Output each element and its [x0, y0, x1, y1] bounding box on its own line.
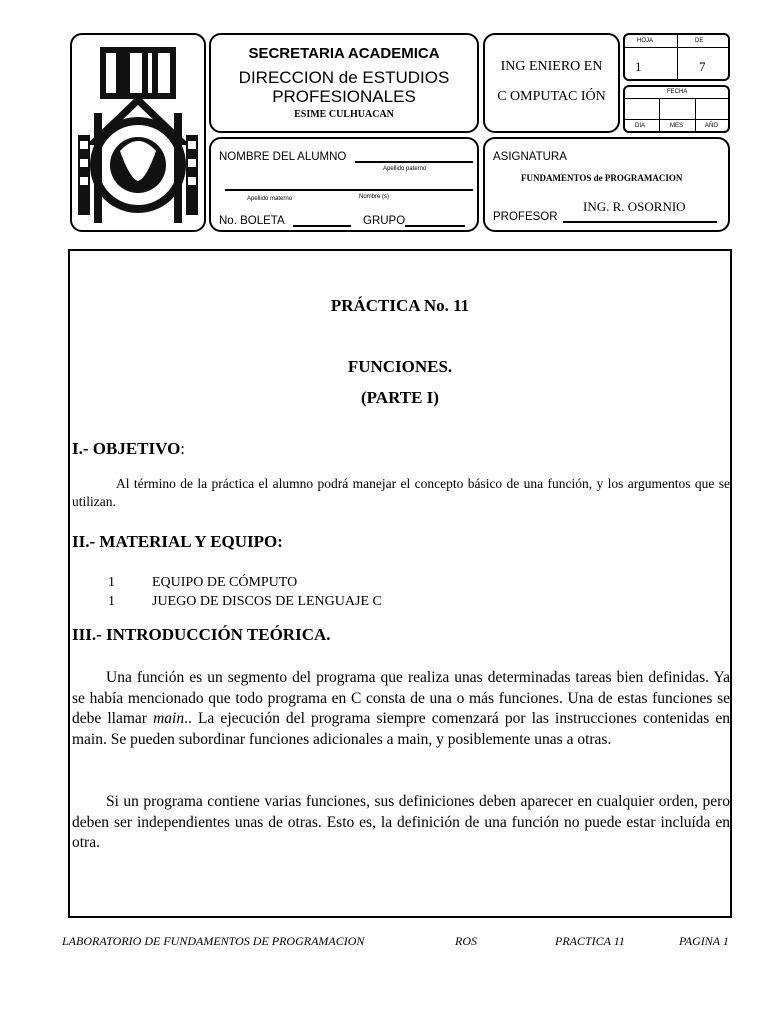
dia-label: DIA — [635, 123, 646, 129]
fecha-label: FECHA — [667, 89, 688, 95]
objective-heading-text: I.- OBJETIVO — [72, 439, 181, 458]
material-heading: II.- MATERIAL Y EQUIPO: — [72, 532, 283, 551]
material-item — [108, 573, 382, 592]
grupo-label: GRUPO — [363, 215, 406, 227]
de-value: 7 — [699, 59, 706, 74]
footer-lab: LABORATORIO DE FUNDAMENTOS DE PROGRAMACION — [62, 934, 365, 948]
profesionales-title: PROFESIONALES — [272, 87, 416, 106]
objective-heading-colon: : — [180, 439, 186, 458]
profesor-value: ING. R. OSORNIO — [583, 199, 686, 214]
practice-content — [68, 249, 732, 918]
footer-practica: PRACTICA 11 — [555, 934, 625, 948]
intro-p1-main: main — [153, 710, 185, 727]
material-name: EQUIPO DE CÓMPUTO — [152, 575, 298, 590]
material-qty: 1 — [108, 594, 115, 609]
asignatura-value: FUNDAMENTOS de PROGRAMACION — [521, 173, 683, 183]
career-line2: C OMPUTAC IÓN — [497, 89, 606, 104]
nombres-label: Nombre (s) — [359, 194, 390, 200]
material-name: JUEGO DE DISCOS DE LENGUAJE C — [152, 594, 382, 609]
intro-p1-end: .. La ejecución del programa siempre comenzará por las instrucciones contenidas en main. Se pueden subordinar funciones adicionales a main, y posiblemente unas a otras. — [72, 710, 730, 748]
footer-initials: ROS — [455, 934, 477, 948]
objective-text — [72, 475, 730, 511]
footer-page: PAGINA 1 — [679, 934, 729, 948]
institution-box — [209, 33, 479, 133]
intro-p2-text: Si un programa contiene varias funciones, sus definiciones deben aparecer en cualquier orden, pero deben ser independientes unas de otras. Esto es, la definición de una función no puede estar incluída en otra. — [72, 793, 730, 851]
boleta-label: No. BOLETA — [219, 215, 285, 227]
date-box — [623, 85, 730, 133]
apellido-materno-label: Apellido materno — [247, 196, 293, 202]
campus-title: ESIME CULHUACAN — [294, 109, 394, 120]
divider — [625, 119, 728, 120]
objective-heading — [72, 439, 185, 459]
hoja-label: HOJA — [637, 38, 654, 44]
objective-body: Al término de la práctica el alumno podrá manejar el concepto básico de una función, y los argumentos que se utilizan. — [72, 476, 730, 509]
divider — [677, 35, 678, 79]
intro-paragraph-1 — [72, 668, 730, 750]
career-line1: ING ENIERO EN — [500, 59, 603, 74]
grupo-line — [405, 225, 465, 227]
career-box — [483, 33, 620, 133]
asignatura-label: ASIGNATURA — [493, 151, 567, 163]
divider — [625, 98, 728, 99]
ano-label: AÑO — [705, 123, 719, 129]
hoja-value: 1 — [635, 59, 642, 74]
material-qty: 1 — [108, 575, 115, 590]
divider — [659, 98, 660, 133]
intro-paragraph-2 — [72, 792, 730, 854]
course-box — [483, 137, 730, 232]
intro-heading: III.- INTRODUCCIÓN TEÓRICA. — [72, 625, 331, 644]
apellido-paterno-label: Apellido paterno — [383, 166, 427, 172]
divider — [695, 98, 696, 133]
material-item — [108, 592, 382, 611]
profesor-line — [563, 221, 717, 223]
profesor-label: PROFESOR — [493, 211, 558, 223]
secretaria-title: SECRETARIA ACADEMICA — [248, 45, 440, 62]
nombre-line — [355, 161, 473, 163]
nombre-label: NOMBRE DEL ALUMNO — [219, 151, 347, 163]
logo-box — [70, 33, 206, 232]
material-list — [108, 573, 382, 611]
direccion-title: DIRECCION de ESTUDIOS — [238, 68, 450, 87]
nombre-line-2 — [225, 189, 473, 191]
topic-title: FUNCIONES. — [347, 357, 453, 376]
student-box — [209, 137, 479, 232]
intro-p1-start: Una función es un segmento del programa que realiza unas determinadas tareas bien definidas. Ya se había mencionado que todo programa en C consta de una o más funciones. Una de estas funciones se debe llamar — [72, 669, 730, 727]
part-title: (PARTE I) — [361, 388, 439, 407]
de-label: DE — [695, 38, 704, 44]
page-count-box — [623, 33, 730, 81]
mes-label: MES — [670, 123, 684, 129]
boleta-line — [293, 225, 351, 227]
practice-title: PRÁCTICA No. 11 — [330, 296, 470, 315]
ipn-logo-icon — [72, 35, 204, 230]
